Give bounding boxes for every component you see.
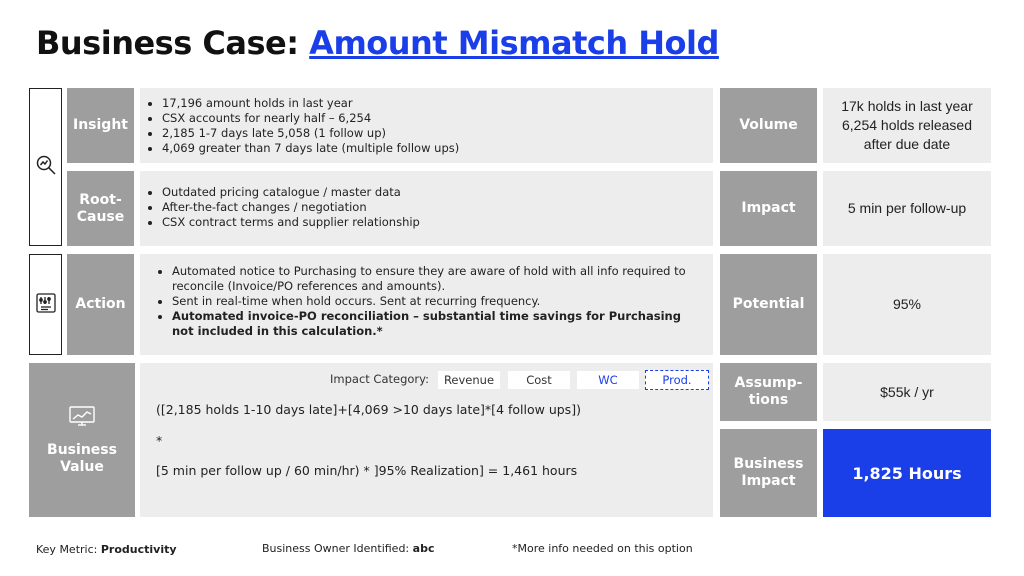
volume-value-line3: after due date — [863, 136, 951, 152]
formula-line-1: ([2,185 holds 1-10 days late]+[4,069 >10 days late]*[4 follow ups]) — [156, 402, 581, 417]
footnote: *More info needed on this option — [512, 542, 693, 555]
list-item: • Automated invoice-PO reconciliation – substantial time savings for Purchasing not included in this calculation.* — [172, 309, 701, 339]
magnifier-chart-icon — [35, 154, 57, 180]
business-impact-value: 1,825 Hours — [823, 429, 991, 517]
list-item: • Sent in real-time when hold occurs. Sent at recurring frequency. — [172, 294, 701, 309]
impact-value: 5 min per follow-up — [823, 171, 991, 246]
business-value-label-line2: Value — [60, 458, 104, 475]
volume-label: Volume — [720, 88, 817, 163]
formula-line-2: * — [156, 433, 163, 448]
title-link[interactable]: Amount Mismatch Hold — [309, 24, 719, 62]
category-chip-wc[interactable]: WC — [577, 371, 639, 389]
root-cause-list — [140, 185, 713, 230]
page-title — [36, 24, 719, 62]
insight-label: Insight — [67, 88, 134, 163]
business-impact-label-line1: Business — [733, 456, 804, 472]
key-metric — [36, 543, 177, 556]
assumptions-value: $55k / yr — [823, 363, 991, 421]
root-cause-label-line1: Root- — [79, 191, 122, 208]
list-item: • 2,185 1-7 days late 5,058 (1 follow up) — [162, 126, 713, 141]
potential-value: 95% — [823, 254, 991, 355]
formula-line-3: [5 min per follow up / 60 min/hr) * ]95% Realization] = 1,461 hours — [156, 463, 578, 478]
analysis-icon-box — [29, 88, 62, 246]
volume-value-line1: 17k holds in last year — [841, 98, 973, 114]
business-value-label — [29, 363, 135, 517]
root-cause-label — [67, 171, 134, 246]
business-value-label-line1: Business — [47, 441, 117, 458]
root-cause-label-line2: Cause — [76, 208, 125, 225]
insight-list — [140, 96, 713, 156]
list-item: • CSX accounts for nearly half – 6,254 — [162, 111, 713, 126]
list-item: • 4,069 greater than 7 days late (multiple follow ups) — [162, 141, 713, 156]
impact-label: Impact — [720, 171, 817, 246]
key-metric-label: Key Metric: — [36, 543, 101, 556]
list-item: • After-the-fact changes / negotiation — [162, 200, 713, 215]
business-impact-label-line2: Impact — [741, 473, 796, 489]
list-item: • 17,196 amount holds in last year — [162, 96, 713, 111]
action-box — [140, 254, 713, 355]
key-metric-value: Productivity — [100, 543, 177, 556]
category-chip-revenue[interactable]: Revenue — [438, 371, 500, 389]
volume-value — [823, 88, 991, 163]
owner-value: abc — [412, 542, 435, 555]
impact-category-label: Impact Category: — [330, 372, 429, 386]
assumptions-label-line2: tions — [748, 392, 789, 408]
assumptions-label-line1: Assump- — [734, 375, 803, 391]
list-item: • CSX contract terms and supplier relationship — [162, 215, 713, 230]
monitor-chart-icon — [68, 405, 96, 432]
business-value-box — [140, 363, 713, 517]
title-prefix: Business Case: — [36, 24, 310, 62]
category-chip-cost[interactable]: Cost — [508, 371, 570, 389]
business-owner — [262, 542, 434, 555]
dashboard-document-icon — [35, 292, 57, 318]
action-list — [150, 264, 701, 339]
category-chip-prod-selected[interactable]: Prod. — [645, 370, 709, 390]
list-item: • Outdated pricing catalogue / master data — [162, 185, 713, 200]
action-label: Action — [67, 254, 134, 355]
potential-label: Potential — [720, 254, 817, 355]
insight-box — [140, 88, 713, 163]
owner-label: Business Owner Identified: — [262, 542, 413, 555]
list-item: • Automated notice to Purchasing to ensure they are aware of hold with all info required to reconcile (Invoice/PO references and amounts). — [172, 264, 701, 294]
root-cause-box — [140, 171, 713, 246]
action-icon-box — [29, 254, 62, 355]
assumptions-label — [720, 363, 817, 421]
business-impact-label — [720, 429, 817, 517]
volume-value-line2: 6,254 holds released — [842, 117, 972, 133]
